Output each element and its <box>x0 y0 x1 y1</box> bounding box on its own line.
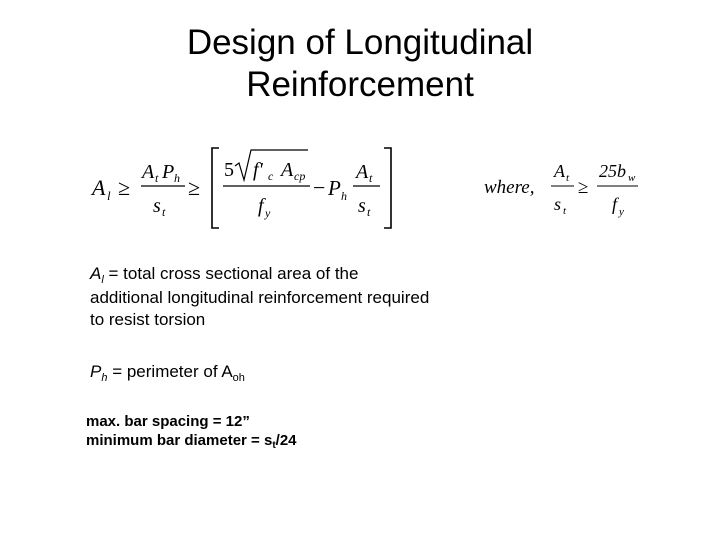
max-bar-spacing: max. bar spacing = 12” <box>86 413 250 430</box>
ph-symbol: P <box>90 362 102 381</box>
eq-frac1-s-sub: t <box>162 205 166 219</box>
title-line-2: Reinforcement <box>246 65 474 104</box>
eq-frac1-s: s <box>153 195 161 217</box>
where-at: A <box>554 161 565 181</box>
eq-frac3-at-sub: t <box>369 171 373 185</box>
where-num: 25b <box>599 161 626 181</box>
eq-fy: f <box>258 195 264 217</box>
eq-frac1-p: P <box>162 161 175 183</box>
eq-ph: P <box>328 176 341 200</box>
al-symbol: A <box>90 264 102 283</box>
where-label: where, <box>484 177 535 198</box>
ph-definition-text: = perimeter of A <box>107 362 233 381</box>
eq-fy-sub: y <box>265 206 271 220</box>
longitudinal-reinforcement-equation <box>88 140 418 240</box>
eq-al: A <box>92 175 106 200</box>
bar-limits <box>86 412 297 452</box>
al-symbol-sub: l <box>101 274 104 286</box>
right-bracket <box>384 148 391 228</box>
eq-fc-sub: c <box>268 169 274 183</box>
ph-symbol-sub: h <box>101 372 108 384</box>
where-num-sub: w <box>628 172 636 184</box>
eq-acp: A <box>281 159 294 181</box>
eq-frac3-at: A <box>356 161 369 183</box>
ph-definition-sub: oh <box>232 372 245 384</box>
ph-definition <box>90 361 245 385</box>
eq-minus: − <box>313 175 326 200</box>
eq-coef: 5 <box>224 159 234 181</box>
eq-al-sub: l <box>107 188 111 203</box>
where-fy: f <box>612 194 618 214</box>
eq-frac1-p-sub: h <box>174 171 180 185</box>
title-line-1: Design of Longitudinal <box>186 23 534 62</box>
eq-frac1-at-sub: t <box>155 171 159 185</box>
eq-geq-2: ≥ <box>188 175 201 200</box>
al-definition-text: = total cross sectional area of the additional longitudinal reinforcement required to resist torsion <box>90 264 430 329</box>
min-bar-diameter-prefix: minimum bar diameter = s <box>86 432 273 449</box>
where-st-sub: t <box>563 205 567 217</box>
where-st: s <box>554 194 562 214</box>
eq-frac3-s-sub: t <box>367 205 371 219</box>
eq-geq-1: ≥ <box>118 175 131 200</box>
where-fy-sub: y <box>619 206 624 218</box>
eq-frac3-s: s <box>358 195 366 217</box>
eq-fc: f' <box>253 159 263 181</box>
eq-frac1-at: A <box>142 161 155 183</box>
eq-acp-sub: cp <box>294 169 306 183</box>
where-geq: ≥ <box>578 177 589 198</box>
min-bar-diameter <box>86 431 297 452</box>
eq-ph-sub: h <box>341 189 347 203</box>
where-condition-equation <box>478 150 658 230</box>
slide-title <box>0 22 720 106</box>
al-definition <box>90 263 430 331</box>
min-bar-diameter-suffix: /24 <box>275 432 297 449</box>
where-at-sub: t <box>566 172 570 184</box>
left-bracket <box>212 148 219 228</box>
min-bar-diameter-sub: t <box>272 440 276 451</box>
